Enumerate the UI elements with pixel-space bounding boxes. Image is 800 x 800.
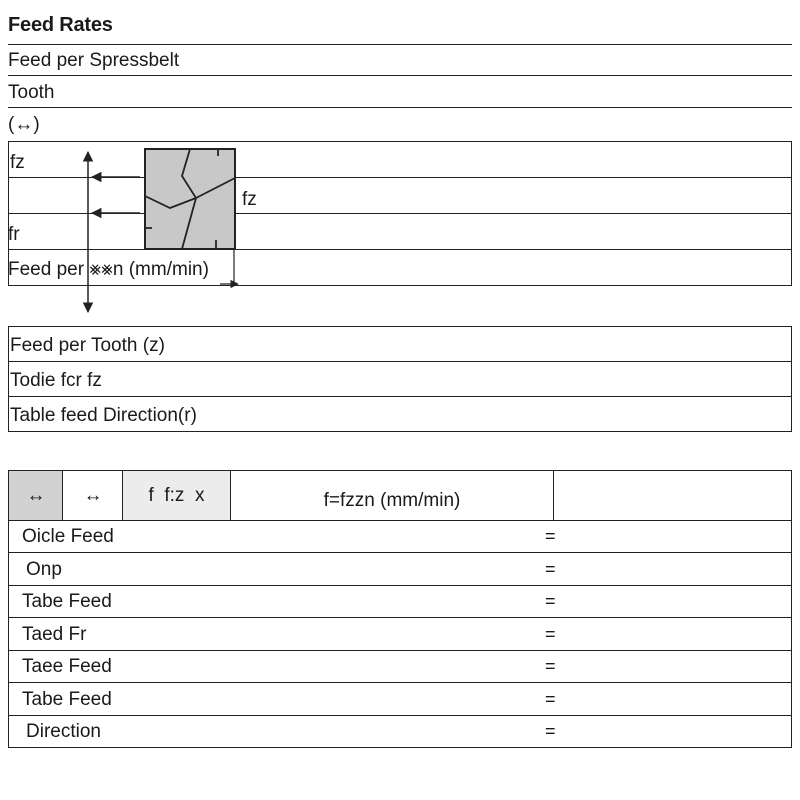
formula-header: f=fzzn (mm/min) [323,489,461,511]
table-row-divider [8,585,792,586]
table-row-equals: = [545,624,556,644]
column-divider [230,470,231,520]
table-row-label: Oicle Feed [22,526,114,547]
heading-line-1: Feed per Spressbelt [8,50,180,71]
page-title: Feed Rates [8,14,113,36]
workpiece-tile [145,149,235,249]
table-row-label: Tabe Feed [22,689,112,710]
feed-rate-label: Feed per ⨳⨳n (mm/min) [8,259,209,280]
table-row-equals: = [545,656,556,676]
table-row-equals: = [545,721,556,741]
legend-item: Table feed Direction(r) [10,405,197,426]
table-row-divider [8,552,792,553]
table-header-cell [9,471,63,520]
legend-item: Feed per Tooth (z) [10,335,165,356]
fz-label: fz [10,152,25,173]
table-row-divider [8,650,792,651]
table-row-label: Taed Fr [22,624,87,645]
legend-item: Todie fcr fz [10,370,102,391]
column-divider [553,470,554,520]
table-row-equals: = [545,591,556,611]
column-divider [122,470,123,520]
table-header-cell [123,471,230,520]
legend-divider [8,361,792,362]
table-header-cell [63,471,123,520]
fz-side-label: fz [242,189,257,210]
fr-label: fr [8,224,20,245]
table-row-label: Onp [26,559,62,580]
table-row-divider [8,520,792,521]
table-row-label: Taee Feed [22,656,112,677]
column-divider [62,470,63,520]
legend-divider [8,396,792,397]
formula-symbols: f f:z x [148,484,205,506]
table-row-divider [8,715,792,716]
table-row-divider [8,617,792,618]
heading-line-3: (↔) [8,114,40,135]
table-header-cell [230,471,554,520]
table-row-equals: = [545,559,556,579]
table-row-label: Tabe Feed [22,591,112,612]
double-arrow-icon: ↔ [83,484,103,506]
table-row-divider [8,682,792,683]
double-arrow-icon: ↔ [26,484,46,506]
heading-line-2: Tooth [8,82,55,103]
table-row-label: Direction [26,721,101,742]
table-row-equals: = [545,689,556,709]
table-row-equals: = [545,526,556,546]
